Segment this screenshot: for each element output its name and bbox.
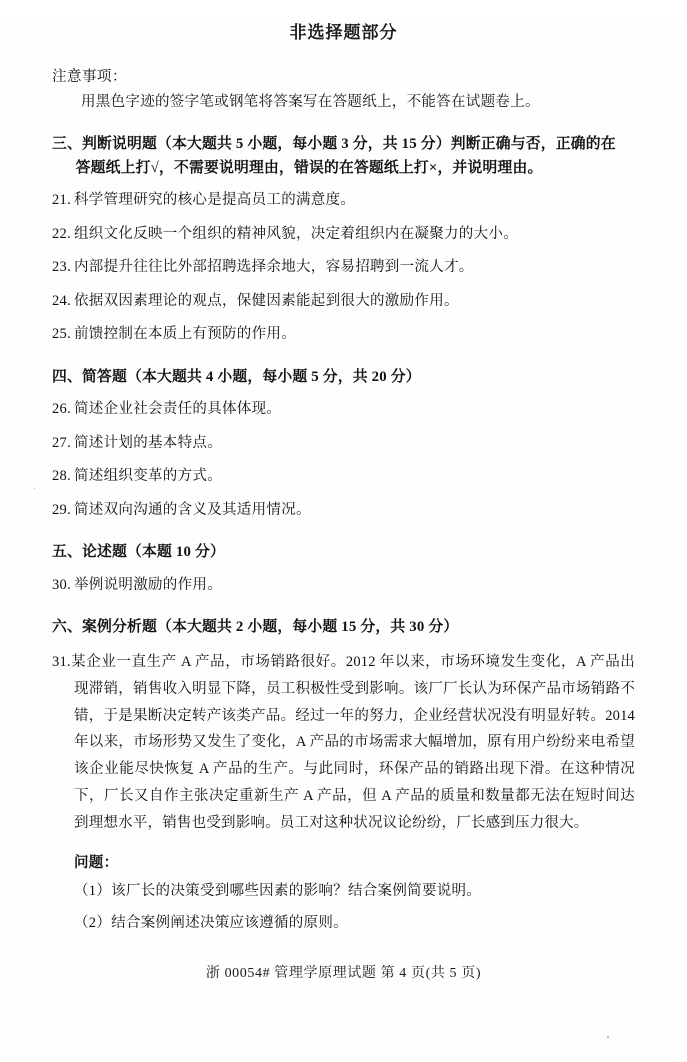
page-title: 非选择题部分 (289, 23, 398, 42)
case-sub-question: （2）结合案例阐述决策应该遵循的原则。 (74, 914, 348, 931)
question-text: 简述计划的基本特点。 (74, 434, 222, 451)
question-text: 举例说明激励的作用。 (74, 576, 222, 593)
page-footer: 浙 00054# 管理学原理试题 第 4 页(共 5 页) (205, 966, 482, 981)
section-heading-4 (52, 366, 635, 390)
page-content (0, 65, 687, 935)
case-paragraph (52, 649, 635, 837)
question-item (52, 398, 635, 420)
question-number: 21. (52, 192, 72, 209)
section-heading-5-main: 五、论述题（本题 10 分） (52, 544, 225, 561)
question-number: 29. (52, 501, 72, 518)
question-text: 依据双因素理论的观点，保健因素能起到很大的激励作用。 (74, 292, 459, 309)
scan-speck (34, 488, 35, 489)
question-item (52, 574, 635, 596)
question-item (52, 465, 635, 487)
question-text: 前馈控制在本质上有预防的作用。 (74, 326, 296, 343)
section-heading-3 (52, 133, 635, 180)
section-heading-5 (52, 541, 635, 565)
notes-body: 用黑色字迹的签字笔或钢笔将答案写在答题纸上，不能答在试题卷上。 (81, 94, 540, 110)
question-text: 简述组织变革的方式。 (74, 468, 222, 485)
question-number: 24. (52, 292, 72, 309)
question-number: 30. (52, 576, 72, 593)
section-heading-6-main: 六、案例分析题（本大题共 2 小题，每小题 15 分，共 30 分） (52, 619, 459, 636)
case-number: 31. (52, 654, 71, 671)
question-item (52, 323, 635, 345)
question-item (52, 256, 635, 278)
notes-label: 注意事项： (52, 69, 127, 85)
section-heading-6 (52, 616, 635, 640)
question-item (52, 499, 635, 521)
section-heading-3-main: 三、判断说明题（本大题共 5 小题，每小题 3 分，共 15 分）判断正确与否，正确的在 (52, 136, 616, 152)
question-item (52, 189, 635, 211)
question-text: 简述双向沟通的含义及其适用情况。 (74, 501, 311, 518)
question-text: 内部提升往往比外部招聘选择余地大，容易招聘到一流人才。 (74, 259, 474, 276)
case-text: 某企业一直生产 A 产品，市场销路很好。2012 年以来，市场环境发生变化，A 产品出现滞销，销售收入明显下降，员工积极性受到影响。该厂厂长认为环保产品市场销路不错，于是果断决定转产该类产品。经过一年的努力，企业经营状况没有明显好转。2014 年以来，市场形势又发生了变化，A 产品的市场需求大幅增加，原有用户纷纷来电希望该企业能尽快恢复 A 产品的生产。与此同时，环保产品的销路出现下滑。在这种情况下，厂长又自作主张决定重新生产 A 产品，但 A 产品的质量和数量都无法在短时间达到理想水平，销售也受到影响。员工对这种状况议论纷纷，厂长感到压力很大。 (70, 654, 635, 831)
question-number: 27. (52, 434, 72, 451)
question-item (52, 223, 635, 245)
scan-speck (607, 1036, 609, 1038)
question-number: 22. (52, 225, 72, 242)
question-text: 简述企业社会责任的具体体现。 (74, 401, 282, 418)
question-number: 23. (52, 259, 72, 276)
question-item (52, 290, 635, 312)
case-questions-label: 问题： (74, 854, 119, 871)
question-number: 26. (52, 401, 72, 418)
question-item (52, 432, 635, 454)
question-text: 科学管理研究的核心是提高员工的满意度。 (74, 192, 356, 209)
case-sub-question: （1）该厂长的决策受到哪些因素的影响？结合案例简要说明。 (74, 882, 482, 899)
question-text: 组织文化反映一个组织的精神风貌，决定着组织内在凝聚力的大小。 (74, 225, 518, 242)
question-number: 25. (52, 326, 72, 343)
exam-page (0, 18, 687, 1062)
section-heading-3-cont: 答题纸上打√，不需要说明理由，错误的在答题纸上打×，并说明理由。 (75, 159, 543, 176)
section-heading-4-main: 四、简答题（本大题共 4 小题，每小题 5 分，共 20 分） (52, 368, 421, 385)
question-number: 28. (52, 468, 72, 485)
